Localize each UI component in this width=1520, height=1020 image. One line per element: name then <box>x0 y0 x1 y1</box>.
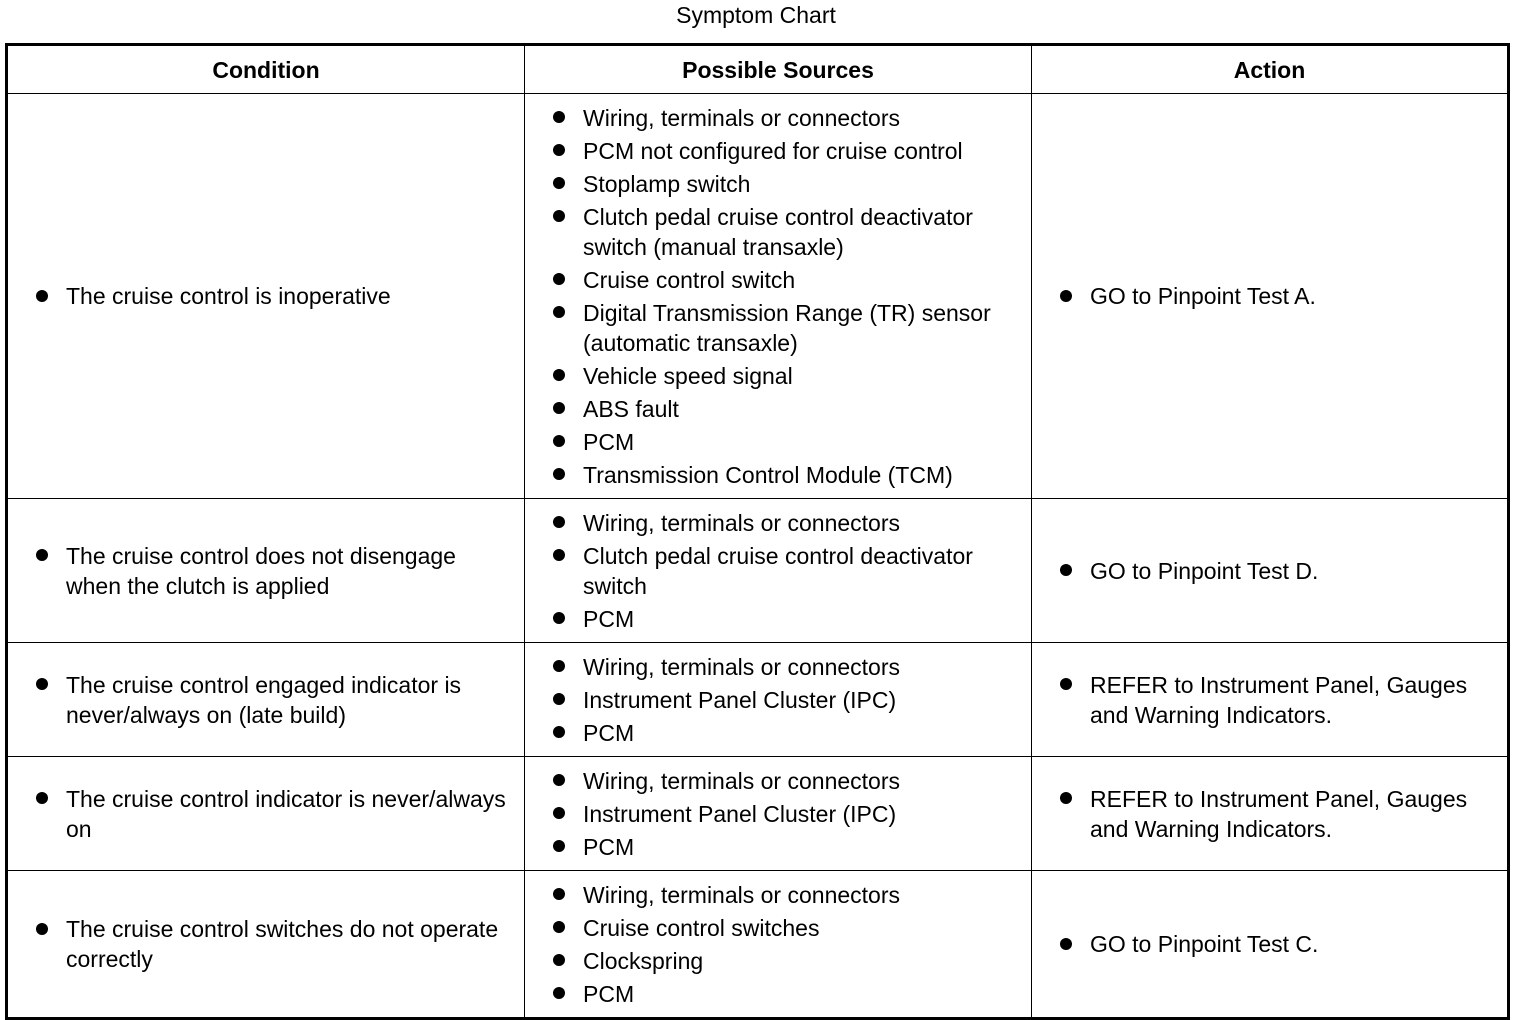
possible-source-item: ABS fault <box>525 392 1031 425</box>
action-cell <box>1032 871 1509 1019</box>
possible-source-item: PCM <box>525 716 1031 749</box>
possible-source-item: Wiring, terminals or connectors <box>525 101 1031 134</box>
header-action: Action <box>1032 45 1509 94</box>
possible-sources-list <box>525 764 1031 863</box>
symptom-chart-table <box>5 43 1510 1020</box>
possible-source-item: Digital Transmission Range (TR) sensor (automatic transaxle) <box>525 296 1031 359</box>
possible-source-item: PCM <box>525 830 1031 863</box>
table-header-row <box>7 45 1509 94</box>
condition-cell <box>7 94 525 499</box>
condition-cell <box>7 757 525 871</box>
possible-source-item: Cruise control switches <box>525 911 1031 944</box>
condition-text: The cruise control engaged indicator is never/always on (late build) <box>8 668 524 731</box>
possible-sources-list <box>525 650 1031 749</box>
action-text: GO to Pinpoint Test C. <box>1032 928 1507 961</box>
possible-source-item: Instrument Panel Cluster (IPC) <box>525 797 1031 830</box>
possible-source-item: Vehicle speed signal <box>525 359 1031 392</box>
condition-cell <box>7 643 525 757</box>
header-condition: Condition <box>7 45 525 94</box>
table-row <box>7 499 1509 643</box>
possible-source-item: Clockspring <box>525 944 1031 977</box>
condition-text: The cruise control indicator is never/always on <box>8 782 524 845</box>
possible-sources-cell <box>525 871 1032 1019</box>
possible-source-item: Wiring, terminals or connectors <box>525 764 1031 797</box>
page-title: Symptom Chart <box>676 2 836 28</box>
possible-sources-cell <box>525 757 1032 871</box>
action-text: REFER to Instrument Panel, Gauges and Warning Indicators. <box>1032 668 1507 731</box>
possible-source-item: Wiring, terminals or connectors <box>525 650 1031 683</box>
possible-sources-list <box>525 506 1031 635</box>
possible-sources-list <box>525 878 1031 1010</box>
possible-sources-cell <box>525 643 1032 757</box>
table-row <box>7 757 1509 871</box>
header-possible-sources: Possible Sources <box>525 45 1032 94</box>
possible-source-item: PCM <box>525 425 1031 458</box>
condition-cell <box>7 871 525 1019</box>
possible-source-item: Cruise control switch <box>525 263 1031 296</box>
condition-text: The cruise control does not disengage when the clutch is applied <box>8 539 524 602</box>
possible-source-item: Stoplamp switch <box>525 167 1031 200</box>
possible-sources-cell <box>525 94 1032 499</box>
possible-source-item: Wiring, terminals or connectors <box>525 878 1031 911</box>
action-cell <box>1032 643 1509 757</box>
possible-source-item: Clutch pedal cruise control deactivator switch (manual transaxle) <box>525 200 1031 263</box>
possible-source-item: PCM <box>525 977 1031 1010</box>
action-text: REFER to Instrument Panel, Gauges and Warning Indicators. <box>1032 782 1507 845</box>
possible-sources-cell <box>525 499 1032 643</box>
condition-text: The cruise control is inoperative <box>8 280 524 313</box>
possible-source-item: PCM not configured for cruise control <box>525 134 1031 167</box>
possible-source-item: Transmission Control Module (TCM) <box>525 458 1031 491</box>
action-text: GO to Pinpoint Test D. <box>1032 554 1507 587</box>
action-cell <box>1032 94 1509 499</box>
table-row <box>7 643 1509 757</box>
possible-source-item: Instrument Panel Cluster (IPC) <box>525 683 1031 716</box>
possible-source-item: Clutch pedal cruise control deactivator switch <box>525 539 1031 602</box>
condition-cell <box>7 499 525 643</box>
action-cell <box>1032 757 1509 871</box>
possible-source-item: Wiring, terminals or connectors <box>525 506 1031 539</box>
condition-text: The cruise control switches do not operate correctly <box>8 913 524 976</box>
table-row <box>7 871 1509 1019</box>
action-text: GO to Pinpoint Test A. <box>1032 280 1507 313</box>
possible-source-item: PCM <box>525 602 1031 635</box>
possible-sources-list <box>525 101 1031 491</box>
table-row <box>7 94 1509 499</box>
table-body <box>7 94 1509 1019</box>
action-cell <box>1032 499 1509 643</box>
